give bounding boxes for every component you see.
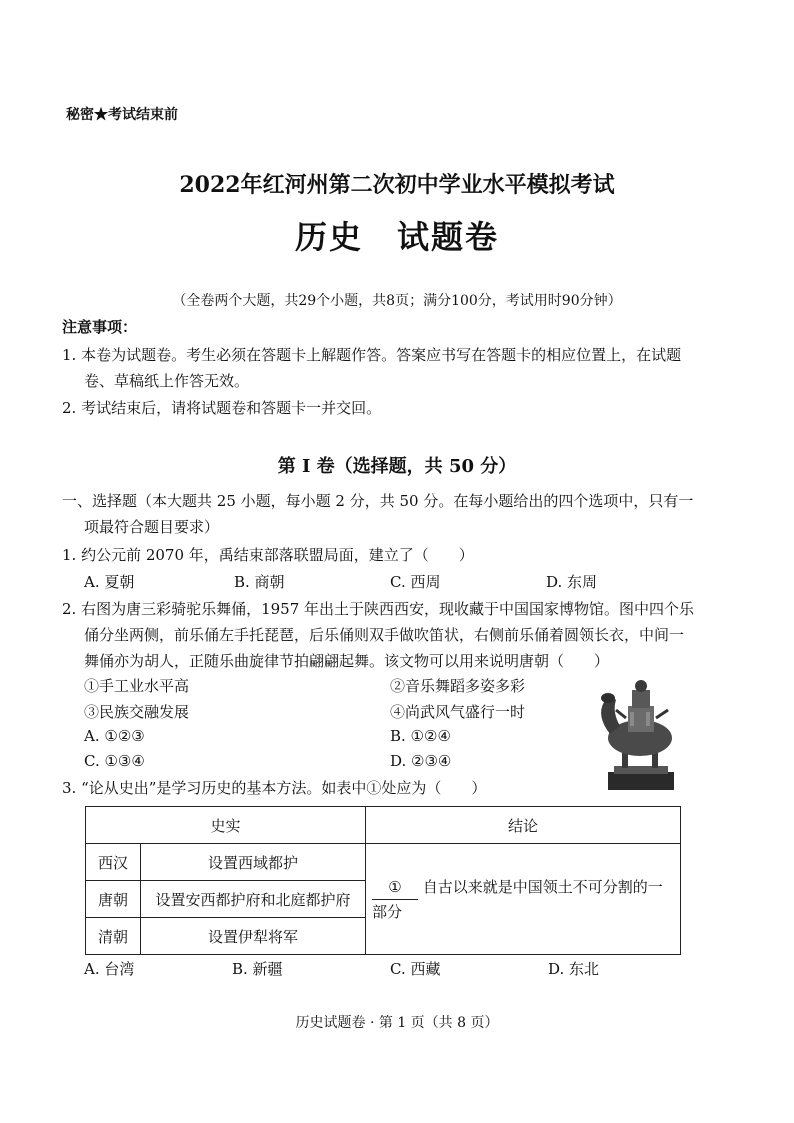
tang-sancai-camel-figurine-image — [586, 676, 694, 798]
q1-option-c: C. 西周 — [390, 573, 441, 591]
table-cell-fact: 设置安西都护府和北庭都护府 — [141, 881, 366, 918]
note-item: 卷、草稿纸上作答无效。 — [84, 372, 250, 390]
exam-subtitle: 历史 试题卷 — [294, 218, 499, 256]
part-instruction: 项最符合题目要求） — [84, 518, 220, 536]
q1-option-a: A. 夏朝 — [84, 573, 135, 591]
table-cell-fact: 设置伊犁将军 — [141, 918, 366, 955]
question-2-stem: 舞俑亦为胡人，正随乐曲旋律节拍翩翩起舞。该文物可以用来说明唐朝（ ） — [84, 652, 610, 670]
note-item: 1. 本卷为试题卷。考生必须在答题卡上解题作答。答案应书写在答题卡的相应位置上，在试题 — [62, 346, 682, 364]
q2-statement-4: ④尚武风气盛行一时 — [390, 703, 526, 721]
table-header-facts: 史实 — [86, 807, 366, 844]
q2-statement-3: ③民族交融发展 — [84, 703, 190, 721]
table-cell-dynasty: 清朝 — [86, 918, 141, 955]
table-row — [86, 844, 681, 881]
exam-title: 2022年红河州第二次初中学业水平模拟考试 — [179, 172, 615, 198]
page-footer: 历史试题卷 · 第 1 页（共 8 页） — [295, 1015, 499, 1031]
question-2-stem: 俑分坐两侧，前乐俑左手托琵琶，后乐俑则双手做吹笛状，右侧前乐俑着圆领长衣，中间一 — [84, 626, 685, 644]
note-item: 2. 考试结束后，请将试题卷和答题卡一并交回。 — [62, 399, 382, 417]
history-facts-table — [85, 806, 681, 955]
q1-option-d: D. 东周 — [546, 573, 598, 591]
question-3-stem: 3. “论从史出”是学习历史的基本方法。如表中①处应为（ ） — [62, 779, 487, 797]
q3-option-b: B. 新疆 — [232, 960, 283, 978]
table-cell-conclusion — [366, 844, 681, 955]
table-cell-dynasty: 西汉 — [86, 844, 141, 881]
q3-option-d: D. 东北 — [548, 960, 600, 978]
section-title: 第 I 卷（选择题，共 50 分） — [277, 456, 517, 477]
q2-option-a: A. ①②③ — [84, 727, 145, 745]
conclusion-text: 自古以来就是中国领土不可分割的一部分 — [372, 877, 663, 921]
q1-option-b: B. 商朝 — [234, 573, 285, 591]
confidential-mark: 秘密★考试结束前 — [66, 107, 178, 123]
q2-statement-1: ①手工业水平高 — [84, 677, 190, 695]
q3-option-a: A. 台湾 — [84, 960, 135, 978]
table-header-conclusion: 结论 — [366, 807, 681, 844]
table-cell-fact: 设置西域都护 — [141, 844, 366, 881]
q2-option-c: C. ①③④ — [84, 752, 145, 770]
q2-option-d: D. ②③④ — [390, 752, 452, 770]
question-1-stem: 1. 约公元前 2070 年，禹结束部落联盟局面，建立了（ ） — [62, 546, 474, 564]
question-2-stem: 2. 右图为唐三彩骑驼乐舞俑，1957 年出土于陕西西安，现收藏于中国国家博物馆。图中四个乐 — [62, 600, 695, 618]
q2-statement-2: ②音乐舞蹈多姿多彩 — [390, 677, 526, 695]
table-cell-dynasty: 唐朝 — [86, 881, 141, 918]
q2-option-b: B. ①②④ — [390, 727, 451, 745]
notes-heading: 注意事项： — [62, 318, 138, 336]
exam-info: （全卷两个大题，共29个小题，共8页；满分100分，考试用时90分钟） — [172, 293, 622, 309]
part-instruction: 一、选择题（本大题共 25 小题，每小题 2 分，共 50 分。在每小题给出的四个选项中，只有一 — [62, 492, 694, 510]
q3-option-c: C. 西藏 — [390, 960, 441, 978]
answer-blank: ① — [372, 875, 418, 900]
